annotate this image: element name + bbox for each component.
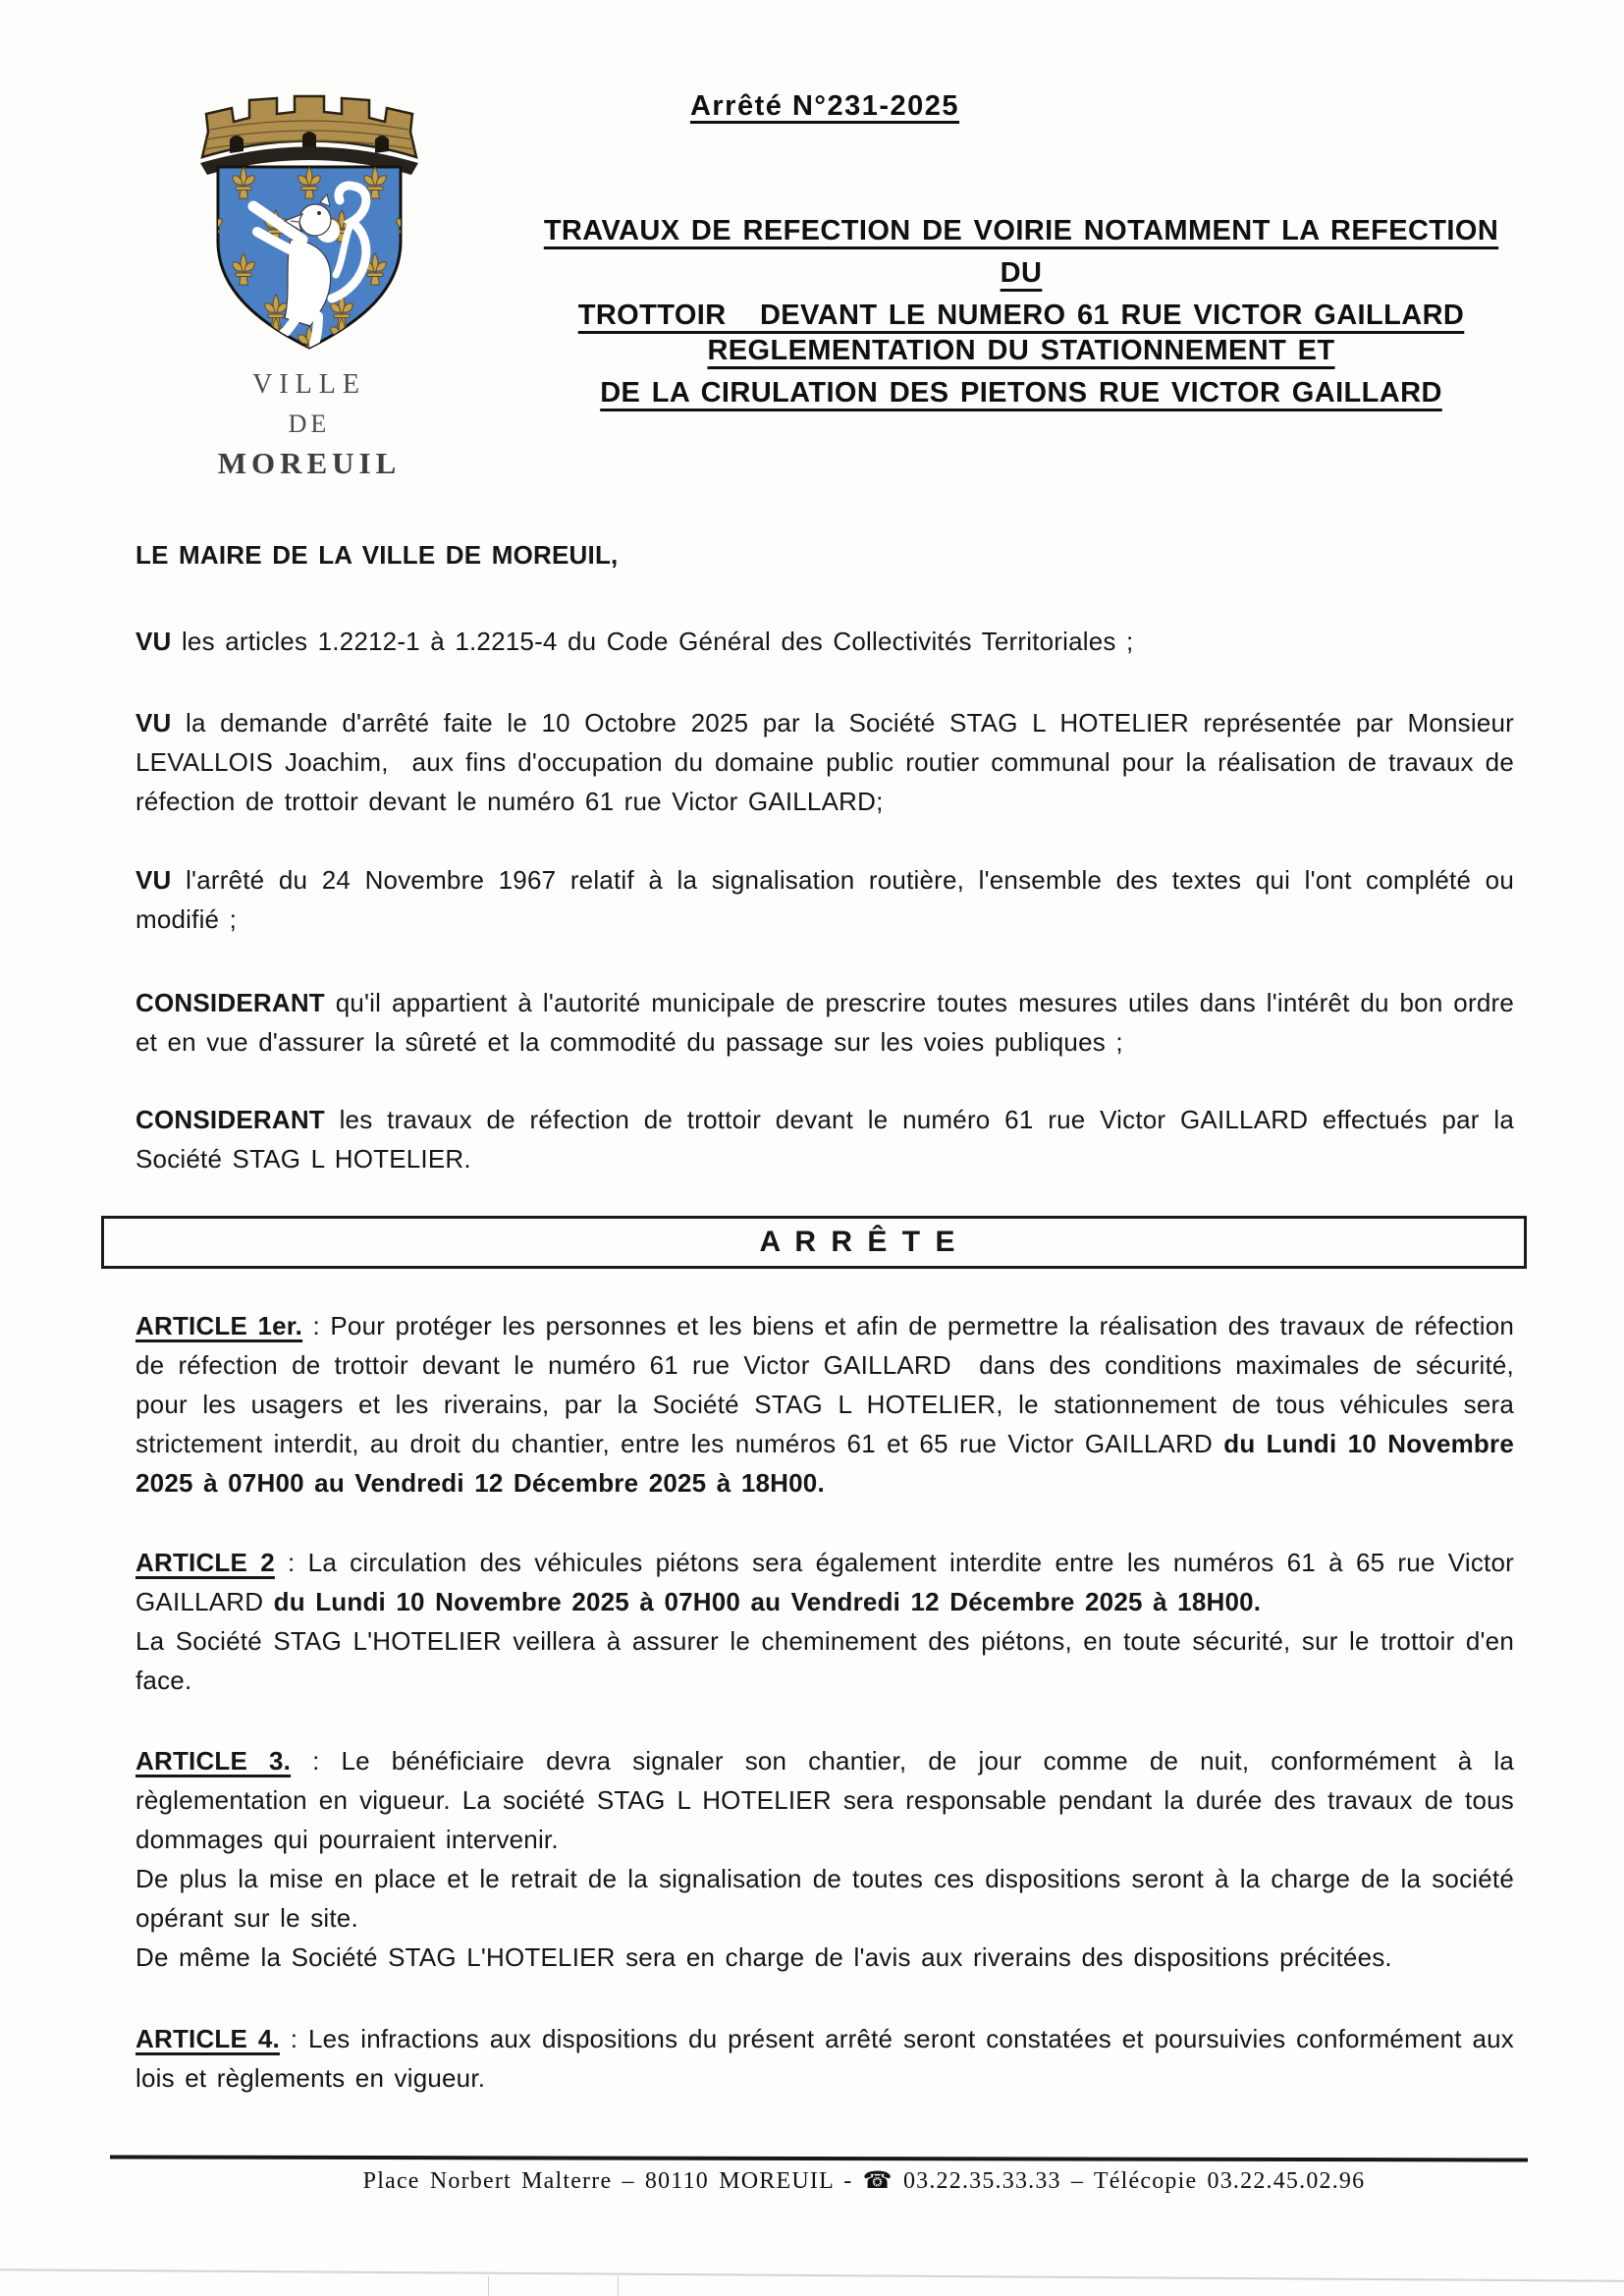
arrete-heading-box <box>101 1216 1527 1269</box>
article-3-label: ARTICLE 3. <box>135 1746 292 1776</box>
article-4-separator: : <box>279 2024 308 2053</box>
recital-considerant-2 <box>135 1100 1514 1178</box>
scan-artifact-tick <box>488 2276 489 2296</box>
footer-address-line <box>226 2166 1502 2195</box>
recital-text: les travaux de réfection de trottoir devant le numéro 61 rue Victor GAILLARD effectués par la Société STAG L HOTELIER. <box>135 1105 1514 1174</box>
article-2-text-line-2: La Société STAG L'HOTELIER veillera à assurer le cheminement des piétons, en toute sécurité, sur le trottoir d'en face. <box>135 1626 1514 1695</box>
article-3-paragraph <box>135 1741 1514 1977</box>
mayor-opening-line: LE MAIRE DE LA VILLE DE MOREUIL, <box>135 540 619 570</box>
article-1-dates-bold: du Lundi 10 Novembre 2025 à 07H00 au Vendredi 12 Décembre 2025 à 18H00. <box>135 1429 1514 1498</box>
recital-vu-demande <box>135 703 1514 821</box>
works-subject-line-1: TRAVAUX DE REFECTION DE VOIRIE NOTAMMENT LA REFECTION DU <box>543 215 1499 289</box>
regulation-subject-line-2: DE LA CIRULATION DES PIETONS RUE VICTOR GAILLARD <box>600 377 1442 409</box>
article-2-dates-bold: du Lundi 10 Novembre 2025 à 07H00 au Vendredi 12 Décembre 2025 à 18H00. <box>273 1587 1262 1616</box>
footer-address: Place Norbert Malterre – 80110 MOREUIL - <box>362 2168 863 2194</box>
city-name-line-de: DE <box>288 410 331 438</box>
city-name-line-moreuil: MOREUIL <box>217 446 402 480</box>
recital-text: les articles 1.2212-1 à 1.2215-4 du Code Général des Collectivités Territoriales ; <box>171 627 1134 656</box>
article-1-separator: : <box>302 1311 331 1340</box>
regulation-subject-line-1: REGLEMENTATION DU STATIONNEMENT ET <box>707 335 1335 366</box>
article-2-label: ARTICLE 2 <box>135 1548 275 1577</box>
article-4-text: Les infractions aux dispositions du présent arrêté seront constatées et poursuivies conformément aux lois et règlements en vigueur. <box>135 2024 1514 2093</box>
recital-vu-arrete-1967 <box>135 860 1514 939</box>
works-subject-line-2: TROTTOIR DEVANT LE NUMERO 61 RUE VICTOR GAILLARD <box>577 300 1465 331</box>
city-name-line-ville: VILLE <box>252 369 366 400</box>
article-3-separator: : <box>291 1746 342 1776</box>
article-1-text: Pour protéger les personnes et les biens et afin de permettre la réalisation des travaux de réfection de réfection de trottoir devant le numéro 61 rue Victor GAILLARD dans des conditions maximales de sécurité, pour les usagers et les riverains, par la Société STAG L HOTELIER, le stationnement de tous véhicules sera strictement interdit, au droit du chantier, entre les numéros 61 et 65 rue Victor GAILLARD <box>135 1311 1515 1458</box>
article-2-paragraph <box>135 1543 1514 1700</box>
article-1-paragraph <box>135 1306 1514 1503</box>
recital-prefix: VU <box>135 708 172 738</box>
recital-text: qu'il appartient à l'autorité municipale de prescrire toutes mesures utiles dans l'intérêt du bon ordre et en vue d'assurer la sûreté et la commodité du passage sur les voies publiques ; <box>135 988 1514 1057</box>
recital-vu-articles <box>135 622 1514 661</box>
footer-divider-rule <box>110 2155 1528 2161</box>
arrete-heading-text: A R R Ê T E <box>759 1226 957 1258</box>
recital-prefix: VU <box>135 865 172 895</box>
article-2-text: La circulation des véhicules piétons sera également interdite entre les numéros 61 à 65 rue Victor GAILLARD <box>135 1548 1514 1616</box>
article-3-text: Le bénéficiaire devra signaler son chantier, de jour comme de nuit, conformément à la règlementation en vigueur. La société STAG L HOTELIER sera responsable pendant la durée des travaux de tous dommages qui pourraient intervenir. <box>135 1746 1514 1854</box>
footer-phone-fax: 03.22.35.33.33 – Télécopie 03.22.45.02.96 <box>893 2168 1366 2194</box>
article-3-text-line-3: De même la Société STAG L'HOTELIER sera en charge de l'avis aux riverains des dispositions précitées. <box>135 1942 1392 1972</box>
decree-body <box>135 0 1514 2098</box>
article-4-paragraph <box>135 2019 1514 2098</box>
recital-text: la demande d'arrêté faite le 10 Octobre 2025 par la Société STAG L HOTELIER représentée par Monsieur LEVALLOIS Joachim, aux fins d'occupation du domaine public routier communal pour la réalisation de travaux de réfection de trottoir devant le numéro 61 rue Victor GAILLARD; <box>135 708 1514 816</box>
recital-prefix: VU <box>135 627 172 656</box>
scan-artifact-tick <box>618 2275 619 2296</box>
recital-text: l'arrêté du 24 Novembre 1967 relatif à la signalisation routière, l'ensemble des textes qui l'ont complété ou modifié ; <box>135 865 1514 934</box>
recital-prefix: CONSIDERANT <box>135 1105 325 1134</box>
phone-icon: ☎ <box>862 2168 893 2194</box>
article-1-label: ARTICLE 1er. <box>135 1311 303 1340</box>
article-2-separator: : <box>274 1548 308 1577</box>
scan-artifact-line <box>0 2269 1624 2282</box>
recital-considerant-1 <box>135 983 1514 1062</box>
article-3-text-line-2: De plus la mise en place et le retrait de la signalisation de toutes ces dispositions seront à la charge de la société opérant sur le site. <box>135 1864 1514 1933</box>
decree-number-title: Arrêté N°231-2025 <box>689 90 960 122</box>
article-4-label: ARTICLE 4. <box>135 2024 280 2053</box>
recital-prefix: CONSIDERANT <box>135 988 325 1017</box>
